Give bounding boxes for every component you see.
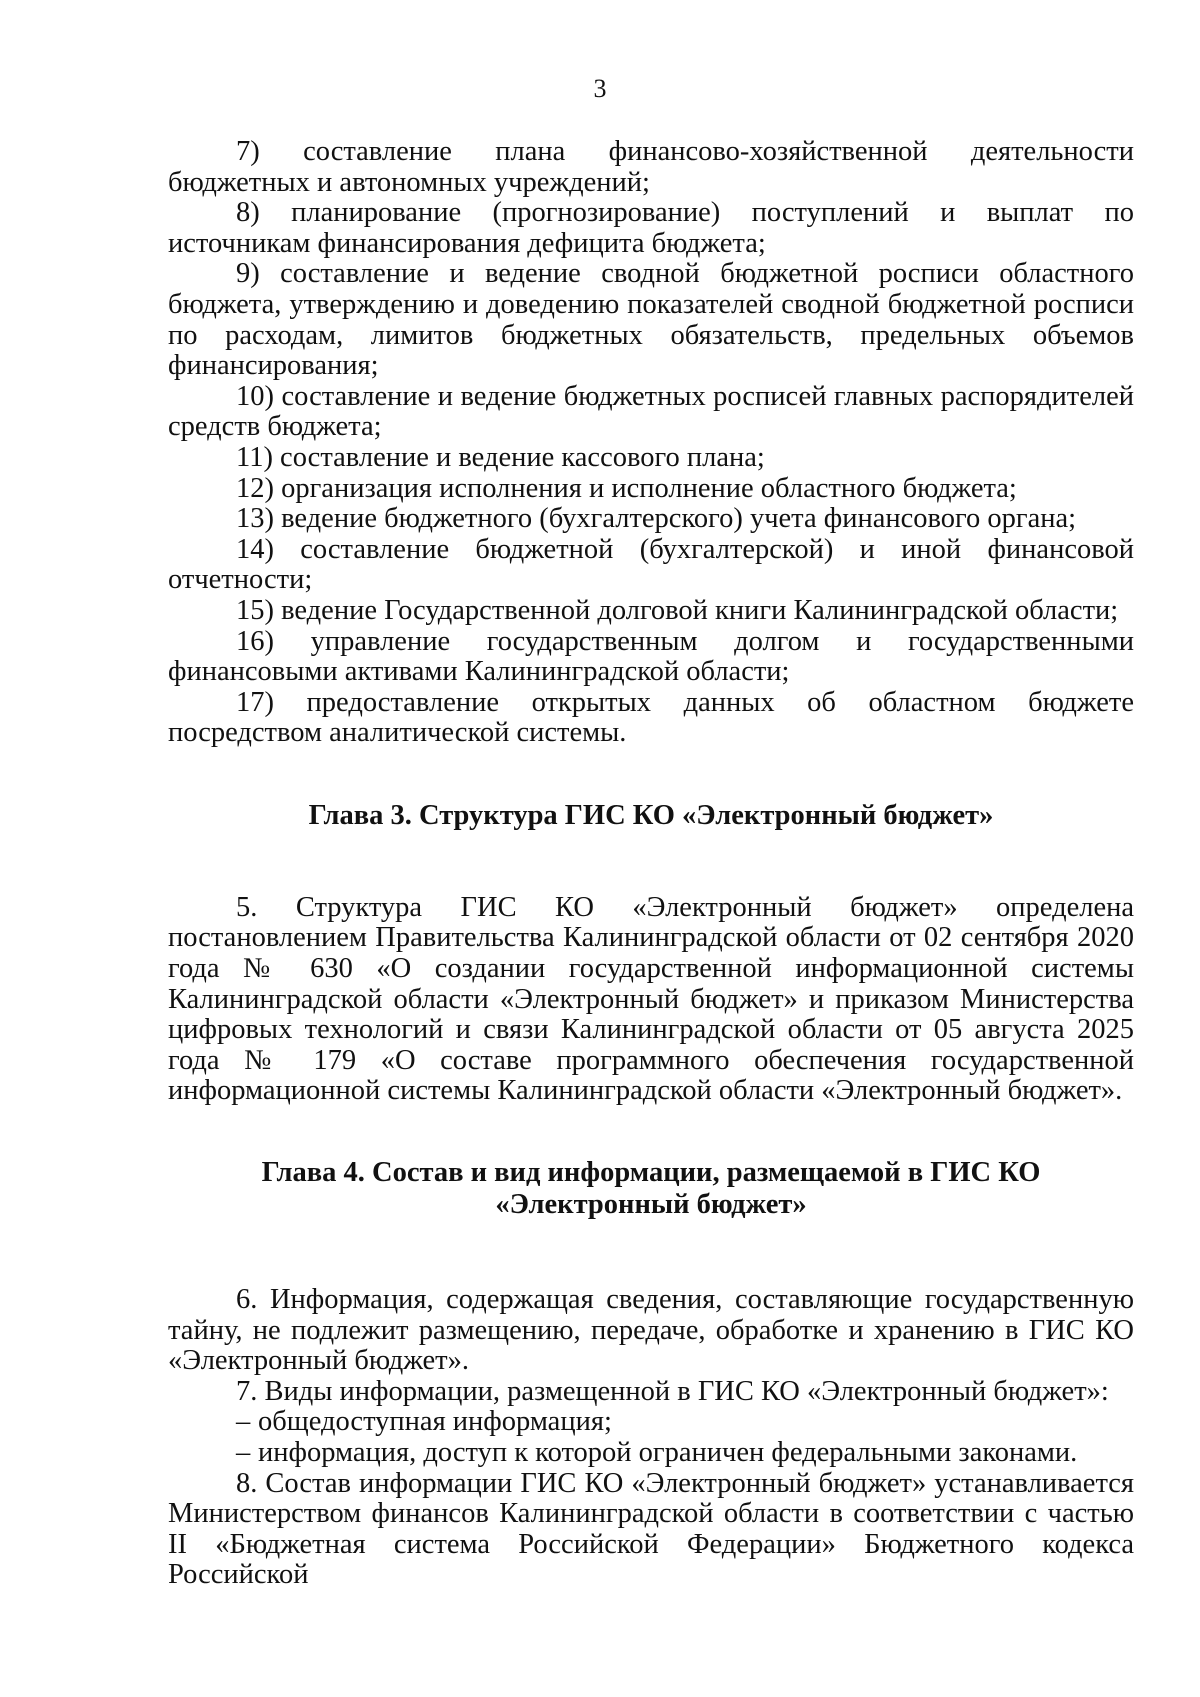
dash-item-restricted-info xyxy=(168,1438,1134,1469)
dash-marker: – xyxy=(236,1437,251,1468)
list-item-14: 14) составление бюджетной (бухгалтерской) и иной финансовой отчетности; xyxy=(168,533,1134,596)
list-item-15: 15) ведение Государственной долговой книги Калининградской области; xyxy=(236,594,1119,626)
paragraph-8: 8. Состав информации ГИС КО «Электронный бюджет» устанавливается Министерством финансов Калининградской области в соответствии с частью II «Бюджетная система Российской Федерации» Бюджетного кодекса Российской xyxy=(168,1467,1134,1591)
chapter-4-heading-line-1: Глава 4. Состав и вид информации, размещаемой в ГИС КО xyxy=(261,1157,1041,1189)
document-body xyxy=(168,137,1134,1591)
list-item-9: 9) составление и ведение сводной бюджетной росписи областного бюджета, утверждению и доведению показателей сводной бюджетной росписи по расходам, лимитов бюджетных обязательств, предельных объемов финансирования; xyxy=(168,258,1134,382)
list-item-12: 12) организация исполнения и исполнение областного бюджета; xyxy=(236,472,1017,504)
dash-item-text: информация, доступ к которой ограничен федеральными законами. xyxy=(258,1437,1078,1468)
list-item-17: 17) предоставление открытых данных об областном бюджете посредством аналитической системы. xyxy=(168,686,1134,749)
dash-marker: – xyxy=(236,1406,251,1438)
list-item-10: 10) составление и ведение бюджетных росписей главных распорядителей средств бюджета; xyxy=(168,380,1134,443)
dash-item-text: общедоступная информация; xyxy=(258,1406,612,1438)
budget-functions-list xyxy=(168,137,1134,749)
list-item-13: 13) ведение бюджетного (бухгалтерского) учета финансового органа; xyxy=(236,503,1077,535)
chapter-4-heading xyxy=(168,1157,1134,1221)
list-item-11: 11) составление и ведение кассового плана; xyxy=(236,441,765,473)
dash-item-public-info xyxy=(168,1407,1134,1438)
list-item-16: 16) управление государственным долгом и государственными финансовыми активами Калининградской области; xyxy=(168,625,1134,688)
paragraph-6: 6. Информация, содержащая сведения, составляющие государственную тайну, не подлежит размещению, передаче, обработке и хранению в ГИС КО «Электронный бюджет». xyxy=(168,1284,1134,1377)
paragraph-7: 7. Виды информации, размещенной в ГИС КО «Электронный бюджет»: xyxy=(236,1375,1109,1407)
chapter-3-heading: Глава 3. Структура ГИС КО «Электронный бюджет» xyxy=(308,799,994,831)
chapter-4-heading-line-2: «Электронный бюджет» xyxy=(495,1189,807,1221)
paragraph-5: 5. Структура ГИС КО «Электронный бюджет» определена постановлением Правительства Калининградской области от 02 сентября 2020 года № 630 «О создании государственной информационной системы Калининградской области «Электронный бюджет» и приказом Министерства цифровых технологий и связи Калининградской области от 05 августа 2025 года № 179 «О составе программного обеспечения государственной информационной системы Калининградской области «Электронный бюджет». xyxy=(168,891,1134,1107)
page-number: 3 xyxy=(593,74,607,103)
list-item-7: 7) составление плана финансово-хозяйственной деятельности бюджетных и автономных учреждений; xyxy=(168,136,1134,198)
list-item-8: 8) планирование (прогнозирование) поступлений и выплат по источникам финансирования дефицита бюджета; xyxy=(168,197,1134,259)
